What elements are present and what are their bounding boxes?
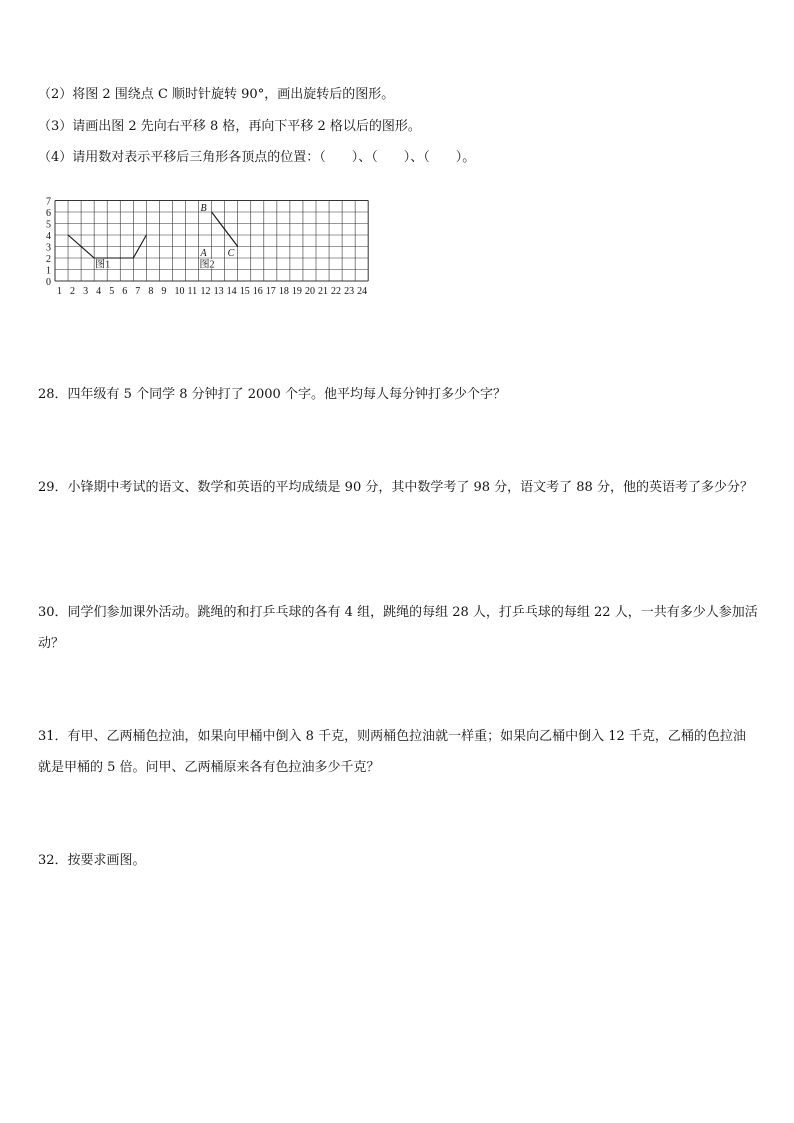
question-28: 28．四年级有 5 个同学 8 分钟打了 2000 个字。他平均每人每分钟打多少个字？ bbox=[38, 387, 506, 402]
y-tick-label: 6 bbox=[46, 208, 51, 219]
y-tick-label: 0 bbox=[46, 277, 51, 288]
y-tick-label: 3 bbox=[46, 242, 51, 254]
x-tick-label: 19 bbox=[291, 286, 302, 297]
x-tick-label: 8 bbox=[148, 286, 154, 297]
instruction-rotate: （2）将图 2 围绕点 C 顺时针旋转 90°，画出旋转后的图形。 bbox=[38, 87, 395, 102]
x-tick-label: 20 bbox=[304, 286, 315, 297]
point-label-a: A bbox=[200, 248, 207, 259]
grid-svg bbox=[38, 183, 388, 298]
y-tick-label: 5 bbox=[46, 219, 51, 231]
figure-1-label: 图1 bbox=[95, 259, 111, 271]
x-tick-label: 12 bbox=[200, 286, 211, 297]
point-label-c: C bbox=[227, 248, 235, 259]
x-tick-label: 14 bbox=[226, 286, 237, 297]
x-tick-label: 5 bbox=[109, 286, 115, 297]
x-tick-label: 11 bbox=[187, 286, 198, 297]
x-tick-label: 4 bbox=[96, 286, 102, 297]
instruction-translate: （3）请画出图 2 先向右平移 8 格，再向下平移 2 格以后的图形。 bbox=[38, 119, 421, 134]
question-32: 32．按要求画图。 bbox=[38, 853, 146, 868]
x-tick-label: 7 bbox=[135, 286, 141, 297]
grid-figure bbox=[38, 183, 388, 298]
x-tick-label: 3 bbox=[83, 286, 89, 297]
x-tick-label: 24 bbox=[357, 286, 368, 297]
x-tick-label: 17 bbox=[265, 286, 276, 297]
x-tick-label: 18 bbox=[278, 286, 289, 297]
x-tick-label: 2 bbox=[70, 286, 76, 297]
figure-2-label: 图2 bbox=[199, 259, 215, 271]
y-axis-labels bbox=[46, 197, 51, 289]
question-30: 30．同学们参加课外活动。跳绳的和打乒乓球的各有 4 组，跳绳的每组 28 人，打乒乓球的每组 22 人，一共有多少人参加活动？ bbox=[38, 605, 758, 651]
x-tick-label: 1 bbox=[57, 286, 62, 297]
y-tick-label: 1 bbox=[46, 265, 51, 277]
x-axis-labels bbox=[57, 286, 367, 297]
question-31: 31．有甲、乙两桶色拉油，如果向甲桶中倒入 8 千克，则两桶色拉油就一样重；如果向乙桶中倒入 12 千克，乙桶的色拉油就是甲桶的 5 倍。问甲、乙两桶原来各有色拉油多少千克？ bbox=[38, 729, 746, 775]
x-tick-label: 21 bbox=[318, 286, 328, 297]
x-tick-label: 6 bbox=[122, 286, 128, 297]
x-tick-label: 9 bbox=[161, 286, 167, 297]
y-tick-label: 2 bbox=[46, 254, 51, 265]
point-label-b: B bbox=[200, 203, 207, 214]
x-tick-label: 13 bbox=[213, 286, 224, 297]
x-tick-label: 16 bbox=[252, 286, 263, 297]
y-tick-label: 4 bbox=[46, 231, 51, 242]
question-29: 29．小锋期中考试的语文、数学和英语的平均成绩是 90 分，其中数学考了 98 分，语文考了 88 分，他的英语考了多少分？ bbox=[38, 480, 753, 495]
x-tick-label: 15 bbox=[239, 286, 250, 297]
x-tick-label: 10 bbox=[174, 286, 185, 297]
instruction-coordinates: （4）请用数对表示平移后三角形各顶点的位置：（ ）、（ ）、（ ）。 bbox=[38, 150, 476, 165]
x-tick-label: 23 bbox=[344, 286, 355, 297]
x-tick-label: 22 bbox=[331, 286, 342, 297]
y-tick-label: 7 bbox=[46, 196, 51, 208]
